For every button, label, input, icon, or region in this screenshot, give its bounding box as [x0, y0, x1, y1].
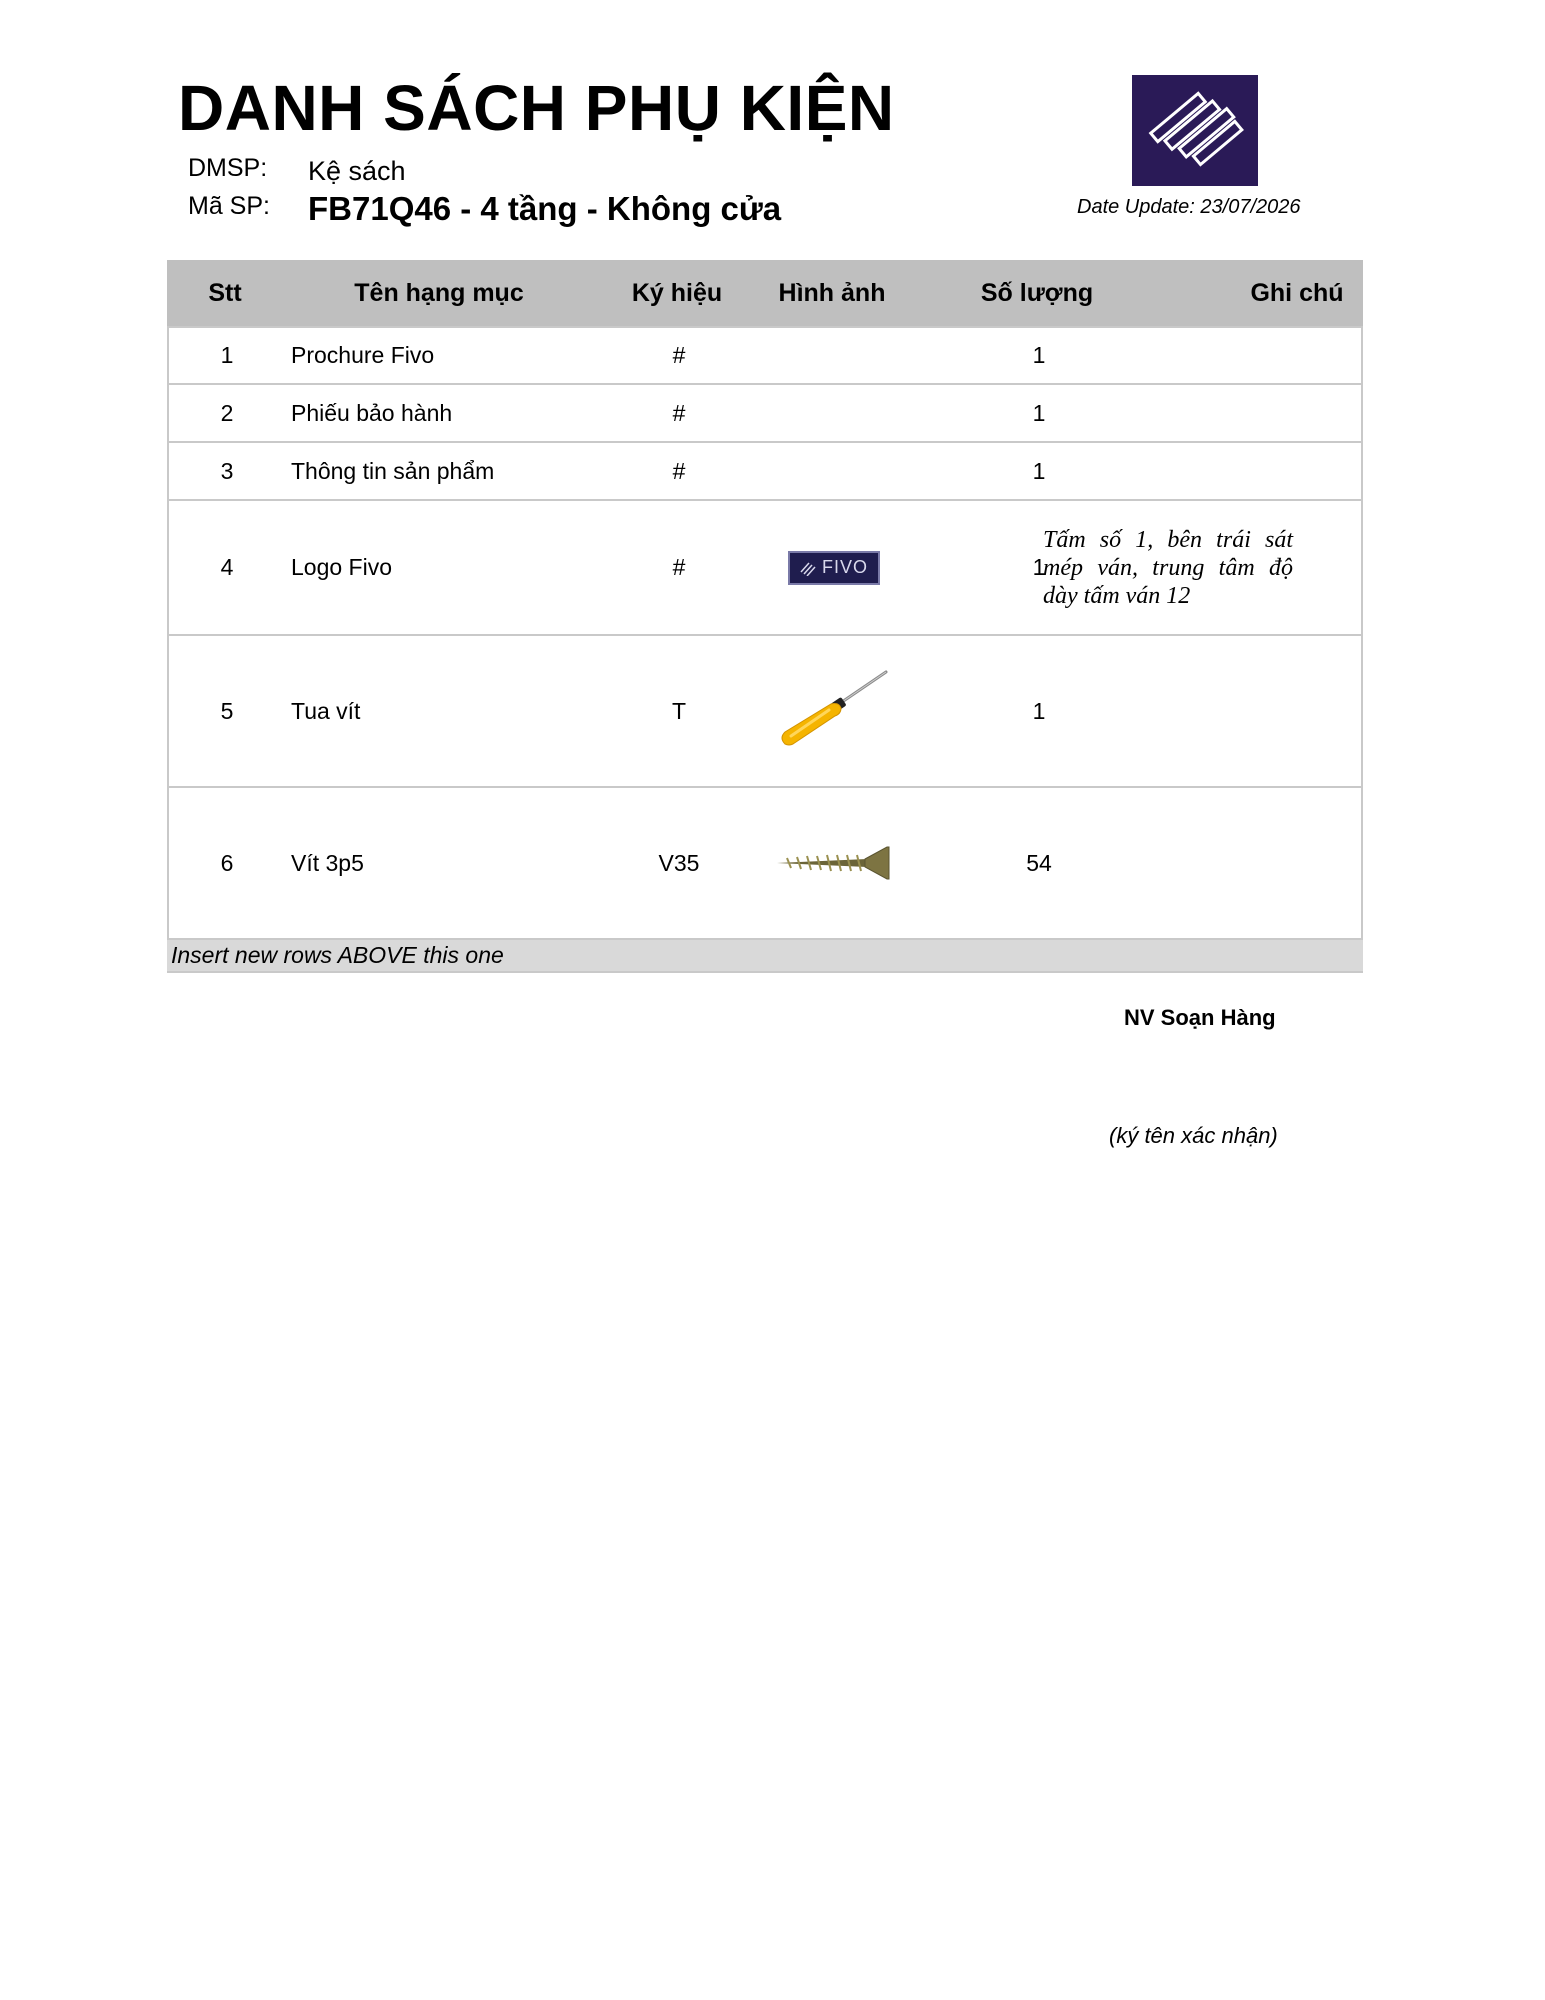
row-qty: 1: [1032, 554, 1046, 580]
row-qty: 1: [1032, 697, 1046, 724]
table-row: [167, 501, 1363, 636]
col-name: Tên hạng mục: [354, 279, 524, 307]
screwdriver-icon: [709, 636, 959, 786]
row-code: T: [671, 697, 687, 724]
table-row: [167, 385, 1363, 443]
table-row: [167, 636, 1363, 788]
row-name: Thông tin sản phẩm: [291, 457, 495, 484]
table-header: [167, 260, 1363, 326]
row-name: Phiếu bảo hành: [291, 399, 453, 426]
masp-label: Mã SP:: [188, 192, 270, 220]
row-note: [1043, 501, 1293, 634]
row-qty: 1: [1032, 399, 1046, 426]
table-row: [167, 443, 1363, 501]
row-stt: 4: [220, 554, 234, 580]
row-stt: 2: [220, 399, 234, 426]
col-stt: Stt: [208, 279, 242, 307]
row-name: Tua vít: [291, 697, 361, 724]
col-image: Hình ảnh: [778, 279, 886, 307]
table-row: [167, 788, 1363, 940]
row-code: #: [672, 399, 686, 426]
col-note: Ghi chú: [1250, 279, 1344, 307]
row-code: #: [672, 342, 686, 368]
row-name: Logo Fivo: [291, 554, 393, 580]
col-code: Ký hiệu: [631, 279, 723, 307]
signature-title: NV Soạn Hàng: [1124, 1005, 1276, 1030]
row-code: #: [672, 554, 686, 580]
date-update: Date Update: 23/07/2026: [1077, 196, 1301, 218]
row-name: Vít 3p5: [291, 849, 364, 876]
screw-icon: [709, 788, 959, 938]
row-stt: 3: [220, 457, 234, 484]
signature-hint: (ký tên xác nhận): [1109, 1123, 1278, 1148]
fivo-stripes-logo-icon: [1132, 75, 1258, 186]
row-name: Prochure Fivo: [291, 342, 435, 368]
row-qty: 1: [1032, 342, 1046, 368]
row-stt: 5: [220, 697, 234, 724]
page-title: DANH SÁCH PHỤ KIỆN: [178, 72, 895, 144]
row-note-text: Tấm số 1, bên trái sát mép ván, trung tâm độ dày tấm ván 12: [1043, 526, 1293, 609]
row-code: #: [672, 457, 686, 484]
table-row: [167, 326, 1363, 385]
dmsp-label: DMSP:: [188, 154, 268, 182]
insert-rows-note: Insert new rows ABOVE this one: [167, 940, 1363, 973]
masp-value: FB71Q46 - 4 tầng - Không cửa: [308, 190, 782, 227]
row-code: V35: [658, 849, 700, 876]
row-stt: 1: [220, 342, 234, 368]
accessories-table: [167, 260, 1363, 973]
row-qty: 54: [1026, 849, 1052, 876]
row-qty: 1: [1032, 457, 1046, 484]
col-qty: Số lượng: [980, 279, 1094, 307]
fivo-plate-text: FIVO: [821, 557, 868, 577]
dmsp-value: Kệ sách: [308, 156, 406, 186]
fivo-logo-plate-icon: [709, 501, 959, 634]
row-stt: 6: [220, 849, 234, 876]
